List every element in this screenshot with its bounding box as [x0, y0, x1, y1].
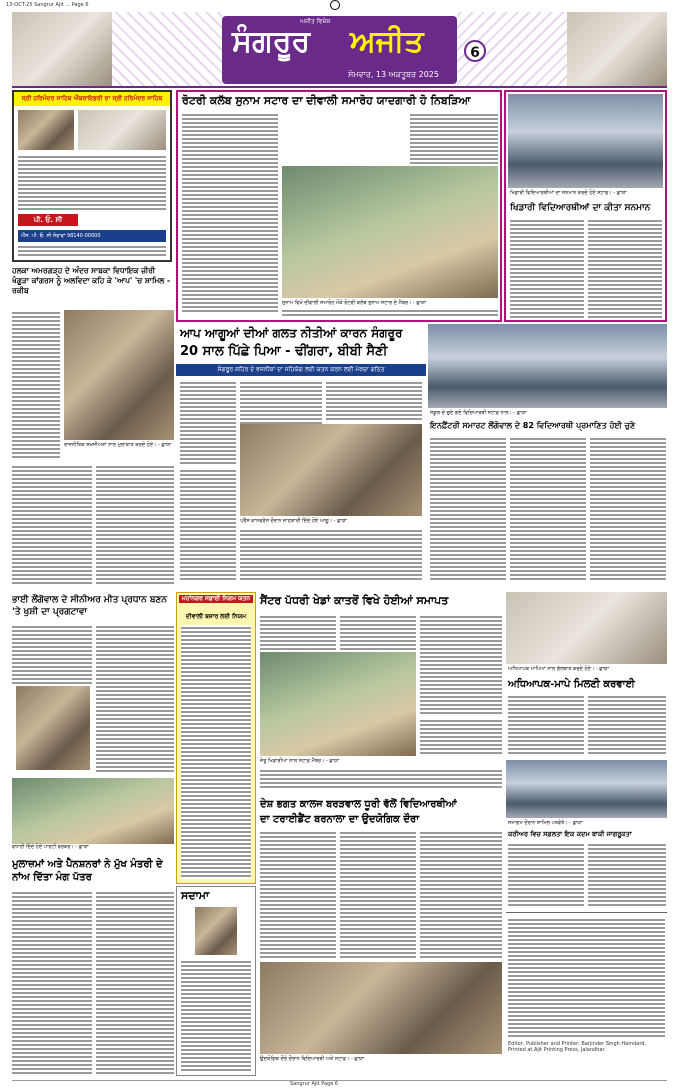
print-line: 13-OCT-25 Sangrur Ajit ... Page 6 [6, 2, 89, 8]
imprint-text-block [508, 917, 665, 1037]
college-headline-2: ਦਾ ਟਰਾਈਡੈਂਟ ਬਰਨਾਲਾ ਦਾ ਉਦਯੋਗਿਕ ਦੌਰਾ [260, 814, 420, 825]
career-text-col1 [508, 842, 584, 906]
ptm-text-col1 [508, 694, 584, 754]
imprint-box [506, 912, 667, 1076]
longowal-portrait [16, 686, 90, 770]
ad-footer-text [18, 244, 166, 258]
notice-box [176, 592, 256, 884]
school-text-col1 [430, 436, 506, 582]
masthead-date: ਸੋਮਵਾਰ, 13 ਅਕਤੂਬਰ 2025 [348, 70, 439, 79]
ptm-caption: ਅਧਿਆਪਕ ਮਾਪਿਆਂ ਨਾਲ ਗੱਲਬਾਤ ਕਰਦੇ ਹੋਏ। - ਛਾਯਾ [508, 666, 610, 672]
longowal-photo [12, 778, 174, 844]
aap-text-col1 [180, 380, 236, 464]
longowal-text-col2 [96, 624, 174, 774]
masthead [12, 12, 667, 88]
school-photo [428, 324, 667, 408]
edition-label: ਅਜੀਤ ਵਿਸ਼ੇਸ਼ [300, 18, 331, 25]
ptm-story [506, 592, 667, 758]
school-text-col2 [510, 436, 586, 582]
notice-sub: ਦੀਵਾਲੀ ਬਜ਼ਾਰ ਲਈ ਨਿਯਮ [185, 613, 247, 620]
brand-title: ਅਜੀਤ [350, 24, 424, 59]
masthead-photo-right [567, 12, 667, 86]
school-story [428, 324, 667, 586]
aap-headline-2: 20 ਸਾਲ ਪਿੱਛੇ ਪਿਆ - ਢੀਂਗਰਾ, ਬੀਬੀ ਸੈਣੀ [180, 344, 388, 359]
akali-story [12, 264, 174, 589]
akali-caption: ਰਾਜਨੀਤਿਕ ਸ਼ਖ਼ਸੀਅਤਾਂ ਨਾਲ ਮੁਲਾਕਾਤ ਕਰਦੇ ਹੋਏ। - ਛਾਯਾ [64, 442, 172, 448]
sports-headline: ਸੈਂਟਰ ਪੱਧਰੀ ਖੇਡਾਂ ਕਾਤਰੋਂ ਵਿਖੇ ਹੋਈਆਂ ਸਮਾਪਤ [260, 594, 449, 607]
college-text-col2 [340, 830, 416, 958]
ptm-text-col2 [588, 694, 666, 754]
sports-text-col4 [420, 718, 502, 756]
aap-photo [240, 424, 422, 516]
longowal-story [12, 592, 174, 852]
akali-text-col2 [12, 464, 92, 584]
notice-headline: ਮਹਾਂਨਗਰ ਸਫ਼ਾਈ ਨਿਗਮ ਯਤਨ [179, 595, 253, 603]
sports-text-col2 [340, 614, 416, 650]
page-footer: Sangrur Ajit Page 6 [290, 1081, 339, 1087]
career-story [506, 760, 667, 910]
rotary-caption: ਸੁਨਾਮ ਵਿਖੇ ਦੀਵਾਲੀ ਸਮਾਰੋਹ ਮੌਕੇ ਰੋਟਰੀ ਕਲੱਬ ਸੁਨਾਮ ਸਟਾਰ ਦੇ ਮੈਂਬਰ। - ਛਾਯਾ [282, 300, 427, 306]
ad-phones: ਐੱਸ. ਪੀ. ਓ. ਸੀ ਸੇਵਾਵਾਂ 98140-00000 [18, 230, 166, 242]
section-title: ਸੰਗਰੂਰ [232, 24, 311, 59]
sports-photo [260, 652, 416, 756]
obituary-portrait [195, 907, 237, 955]
rotary-text-col1 [182, 112, 278, 312]
career-headline: ਕਰੀਅਰ ਵਿਚ ਸਫ਼ਲਤਾ ਇਕ ਕਦਮ ਬਾਕੀ ਜਾਗਰੂਕਤਾ [508, 830, 632, 838]
akali-text-col1 [12, 310, 60, 460]
obituary-headline: ਸਦਾਮਾ [181, 889, 210, 902]
page-number-badge: 6 [464, 40, 486, 62]
college-text-col3 [420, 830, 502, 958]
imprint: Editor, Publisher and Printer: Barjinder Singh Hamdard. Printed at Ajit Printing Press, Jalandhar. [508, 1041, 647, 1053]
college-headline: ਦੇਸ਼ ਭਗਤ ਕਾਲਜ ਬਰੜਵਾਲ ਧੂਰੀ ਵੱਲੋਂ ਵਿਦਿਆਰਥੀਆਂ [260, 799, 457, 810]
sports-text-bottom [260, 768, 502, 788]
masthead-photo-left [12, 12, 112, 86]
ad-name: ਪੀ. ਓ. ਸੀ [18, 214, 78, 226]
ptm-photo [506, 592, 667, 664]
honour-story [504, 90, 667, 322]
employees-text-col1 [12, 890, 92, 1074]
honour-text-col2 [588, 218, 662, 318]
masthead-banner [222, 16, 457, 84]
college-story [258, 796, 504, 1076]
honour-caption: ਖਿਡਾਰੀ ਵਿਦਿਆਰਥੀਆਂ ਦਾ ਸਨਮਾਨ ਕਰਦੇ ਹੋਏ ਸਟਾਫ਼। - ਛਾਯਾ [510, 190, 627, 196]
aap-subhead: ਸੰਗਰੂਰ ਸ਼ਹਿਰ ਦੇ ਵਸਨੀਕਾਂ ਦਾ ਸਹਿਯੋਗ ਲਈ ਯਤਨ ਕਰਨ ਲਈ ਮੋਰਚਾ ਗਠਿਤ [176, 364, 426, 376]
honour-text-col1 [510, 218, 584, 318]
sports-caption: ਜੇਤੂ ਖਿਡਾਰੀਆਂ ਨਾਲ ਸਟਾਫ਼ ਮੈਂਬਰ। - ਛਾਯਾ [260, 758, 340, 764]
career-text-col2 [588, 842, 666, 906]
rotary-photo [282, 166, 498, 298]
footer-rule [12, 1080, 667, 1081]
school-headline: ਇਨਫ਼ੈਂਟਰੀ ਸਮਾਰਟ ਲੌਂਗੋਵਾਲ ਦੇ 82 ਵਿਦਿਆਰਥੀ ਪ੍ਰਮਾਣਿਤ ਹੋਈ ਚੁਣੇ [430, 421, 636, 430]
career-photo [506, 760, 667, 818]
aap-text-col4 [180, 468, 236, 580]
career-caption: ਸਮਾਗਮ ਦੌਰਾਨ ਸ਼ਾਮਿਲ ਪਤਵੰਤੇ। - ਛਾਯਾ [508, 820, 583, 826]
ad-block [12, 90, 172, 262]
ptm-headline: ਅਧਿਆਪਕ-ਮਾਪੇ ਮਿਲਣੀ ਕਰਵਾਈ [508, 679, 635, 690]
employees-story [12, 856, 174, 1078]
aap-story [176, 324, 426, 586]
employees-headline: ਮੁਲਾਜ਼ਮਾਂ ਅਤੇ ਪੈਨਸ਼ਨਰਾਂ ਨੇ ਮੁੱਖ ਮੰਤਰੀ ਦੇ ਨਾਂਅ ਦਿੱਤਾ ਮੰਗ ਪੱਤਰ [12, 859, 163, 883]
aap-caption: ਪ੍ਰੈੱਸ ਕਾਨਫਰੰਸ ਦੌਰਾਨ ਜਾਣਕਾਰੀ ਦਿੰਦੇ ਹੋਏ ਆਗੂ। - ਛਾਯਾ [240, 518, 347, 524]
akali-photo [64, 310, 174, 440]
longowal-caption: ਵਧਾਈ ਦਿੰਦੇ ਹੋਏ ਪਾਰਟੀ ਵਰਕਰ। - ਛਾਯਾ [12, 844, 89, 850]
college-photo [260, 962, 502, 1054]
pattern-left [112, 12, 222, 86]
aap-text-bottom [240, 528, 422, 580]
ad-temple-image [78, 110, 166, 150]
school-text-col3 [590, 436, 666, 582]
sports-story [258, 592, 504, 792]
honour-headline: ਖਿਡਾਰੀ ਵਿਦਿਆਰਥੀਆਂ ਦਾ ਕੀਤਾ ਸਨਮਾਨ [510, 203, 651, 213]
aap-headline: ਆਪ ਆਗੂਆਂ ਦੀਆਂ ਗਲਤ ਨੀਤੀਆਂ ਕਾਰਨ ਸੰਗਰੂਰ [180, 326, 403, 340]
school-caption: ਸਕੂਲ ਦੇ ਚੁਣੇ ਗਏ ਵਿਦਿਆਰਥੀ ਸਟਾਫ਼ ਨਾਲ। - ਛਾਯਾ [430, 410, 527, 416]
employees-text-col2 [96, 890, 174, 1074]
rotary-text-bottom [282, 308, 498, 318]
sports-text-col3 [420, 614, 502, 714]
ad-title: ਸ੍ਰੀ ਹਰਿਮੰਦਰ ਸਾਹਿਬ ਐਂਬਰਾਇਡਰੀ ਦਾ ਸ੍ਰੀ ਹਰਿਮੰਦਰ ਸਾਹਿਬ [14, 92, 170, 106]
longowal-headline: ਭਾਈ ਲੌਂਗੋਵਾਲ ਦੇ ਸੀਨੀਅਰ ਮੀਤ ਪ੍ਰਧਾਨ ਬਣਨ 'ਤੇ ਖੁਸ਼ੀ ਦਾ ਪ੍ਰਗਟਾਵਾ [12, 595, 167, 617]
akali-text-col3 [96, 464, 174, 584]
rotary-story [176, 90, 502, 322]
notice-text [181, 625, 251, 879]
rotary-text-col2 [410, 112, 498, 164]
honour-photo [508, 94, 663, 188]
aap-text-col3 [326, 380, 422, 420]
sports-text-col1 [260, 614, 336, 650]
ad-logo [18, 110, 74, 150]
college-caption: ਉਦਯੋਗਿਕ ਦੌਰੇ ਦੌਰਾਨ ਵਿਦਿਆਰਥੀ ਅਤੇ ਸਟਾਫ਼। - ਛਾਯਾ [260, 1056, 365, 1062]
rotary-headline: ਰੋਟਰੀ ਕਲੱਬ ਸੁਨਾਮ ਸਟਾਰ ਦਾ ਦੀਵਾਲੀ ਸਮਾਰੋਹ ਯਾਦਗਾਰੀ ਹੋ ਨਿਬੜਿਆ [182, 94, 471, 107]
longowal-text-col1 [12, 624, 92, 684]
obituary-text [181, 959, 251, 1071]
akali-headline: ਹਲਕਾ ਅਮਰਗੜ੍ਹ ਦੇ ਅੰਦਰ ਸਾਬਕਾ ਵਿਧਾਇਕ ਜ਼ੀਰੀ ਖੰਗੂੜਾ ਕਾਂਗਰਸ ਨੂੰ ਅਲਵਿਦਾ ਕਹਿ ਕੇ 'ਆਪ' 'ਚ ਸ਼ਾਮਿਲ - ਰਕੀਬ [12, 266, 171, 295]
registration-mark [330, 0, 340, 10]
obituary [176, 886, 256, 1076]
ad-body-text [18, 154, 166, 212]
college-text-col1 [260, 830, 336, 958]
